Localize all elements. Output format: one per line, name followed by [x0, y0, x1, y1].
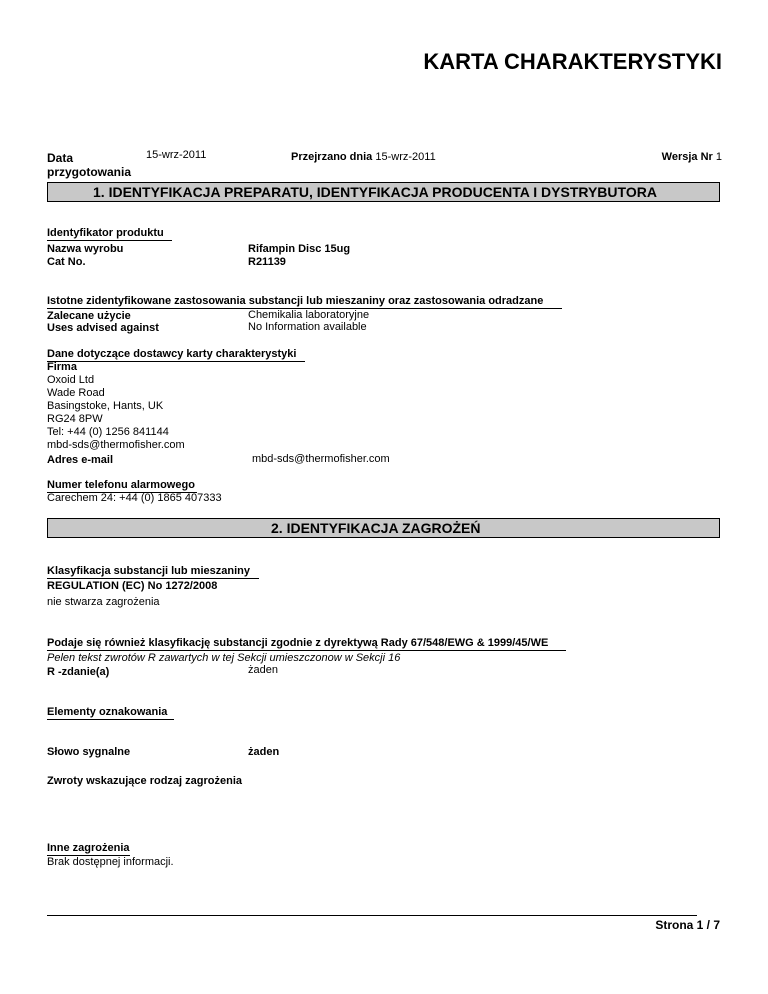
other-hazards-title: Inne zagrożenia [47, 842, 130, 854]
email-value: mbd-sds@thermofisher.com [252, 453, 390, 465]
version-field [662, 151, 722, 163]
page-number: Strona 1 / 7 [655, 918, 720, 932]
reviewed-date: 15-wrz-2011 [375, 151, 436, 163]
product-name-label: Nazwa wyrobu [47, 243, 124, 255]
cat-no-value: R21139 [248, 256, 286, 268]
email-label: Adres e-mail [47, 454, 114, 466]
emergency-title: Numer telefonu alarmowego [47, 479, 197, 493]
company-line: mbd-sds@thermofisher.com [47, 439, 185, 451]
regulation-value: nie stwarza zagrożenia [47, 596, 160, 608]
prep-date-label-2: przygotowania [47, 165, 132, 179]
uses-against-label: Uses advised against [47, 322, 159, 334]
company-line: Oxoid Ltd [47, 374, 95, 386]
signal-word-label: Słowo sygnalne [47, 746, 131, 758]
reviewed-label: Przejrzano dnia [291, 151, 373, 163]
section-2-heading [47, 518, 720, 538]
label-elements-title: Elementy oznakowania [47, 706, 174, 720]
regulation-label: REGULATION (EC) No 1272/2008 [47, 580, 218, 592]
uses-against-value: No Information available [248, 321, 367, 333]
classification-title: Klasyfikacja substancji lub mieszaniny [47, 565, 259, 579]
company-line: Tel: +44 (0) 1256 841144 [47, 426, 169, 438]
product-identifier-title: Identyfikator produktu [47, 227, 172, 241]
prep-date-value: 15-wrz-2011 [146, 149, 207, 161]
prep-date-label-1: Data [47, 151, 74, 165]
section-2-heading-text: 2. IDENTYFIKACJA ZAGROŻEŃ [271, 520, 481, 536]
r-phrases-label: R -zdanie(a) [47, 666, 110, 678]
reviewed-field [291, 151, 436, 163]
uses-title: Istotne zidentyfikowane zastosowania substancji lub mieszaniny oraz zastosowania odradzane [47, 295, 562, 309]
hazard-statements-label: Zwroty wskazujące rodzaj zagrożenia [47, 775, 243, 787]
directive-title: Podaje się również klasyfikację substancji zgodnie z dyrektywą Rady 67/548/EWG & 1999/45/WE [47, 637, 566, 651]
r-phrases-note: Pelen tekst zwrotów R zawartych w tej Sekcji umieszczonow w Sekcji 16 [47, 652, 401, 664]
emergency-value: Carechem 24: +44 (0) 1865 407333 [47, 492, 222, 504]
cat-no-label: Cat No. [47, 256, 86, 268]
other-hazards-value: Brak dostępnej informacji. [47, 856, 174, 868]
section-1-heading [47, 182, 720, 202]
signal-word-value: żaden [248, 746, 280, 758]
document-title: KARTA CHARAKTERYSTYKI [423, 49, 722, 74]
section-1-heading-text: 1. IDENTYFIKACJA PREPARATU, IDENTYFIKACJA PRODUCENTA I DYSTRYBUTORA [93, 184, 657, 200]
footer-divider [47, 915, 697, 916]
product-name-value: Rifampin Disc 15ug [248, 243, 351, 255]
company-line: RG24 8PW [47, 413, 103, 425]
version-value: 1 [715, 151, 722, 163]
r-phrases-value: żaden [248, 664, 278, 676]
company-label: Firma [47, 361, 77, 373]
company-line: Wade Road [47, 387, 105, 399]
version-label: Wersja Nr [661, 151, 713, 163]
recommended-use-value: Chemikalia laboratoryjne [248, 309, 370, 321]
company-line: Basingstoke, Hants, UK [47, 400, 164, 412]
supplier-title: Dane dotyczące dostawcy karty charakterystyki [47, 348, 305, 362]
recommended-use-label: Zalecane użycie [47, 310, 131, 322]
